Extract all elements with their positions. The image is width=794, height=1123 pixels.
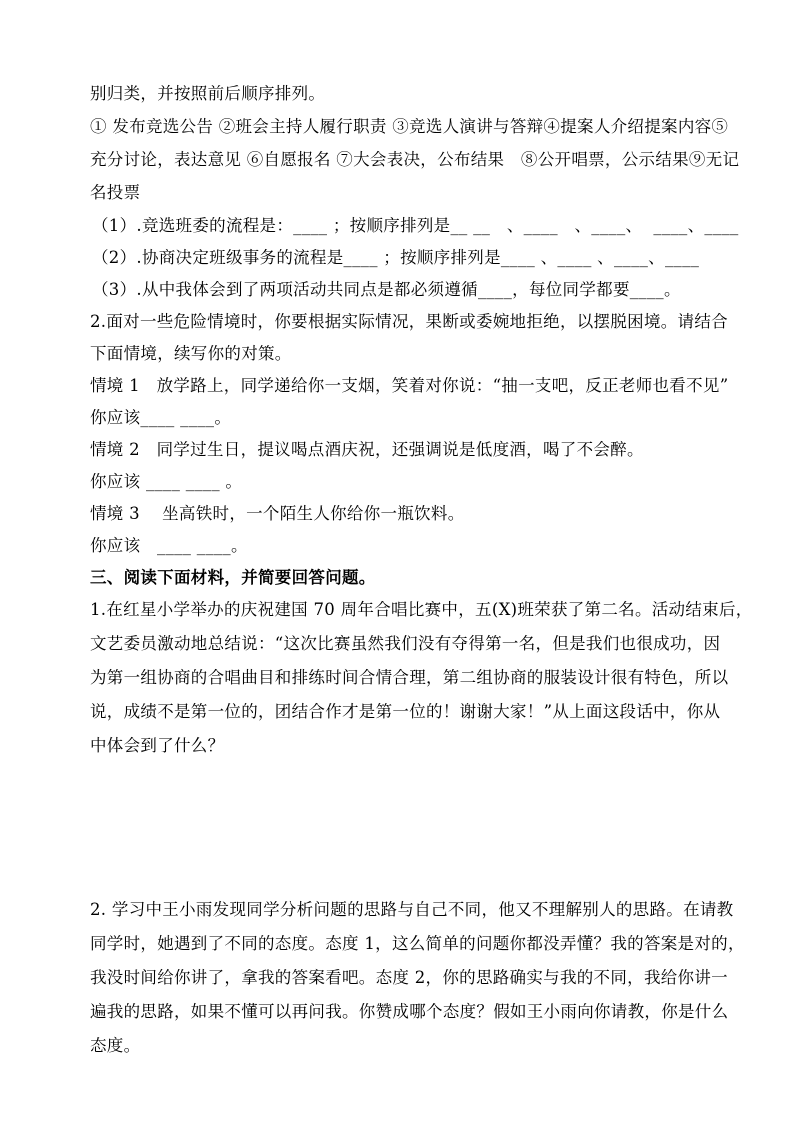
case-1-answer: 你应该____ ____。 <box>90 408 232 427</box>
section2-line-1: 2.面对一些危险情境时，你要根据实际情况，果断或委婉地拒绝，以摆脱困境。请结合 <box>90 312 728 331</box>
case-2: 情境 2 同学过生日，提议喝点酒庆祝，还强调说是低度酒，喝了不会醉。 <box>90 440 644 459</box>
case-2-answer: 你应该 ____ ____ 。 <box>90 472 243 491</box>
options-line-1: ① 发布竞选公告 ②班会主持人履行职责 ③竞选人演讲与答辩④提案人介绍提案内容⑤ <box>90 117 729 136</box>
options-line-2: 充分讨论，表达意见 ⑥自愿报名 ⑦大会表决，公布结果 ⑧公开唱票，公示结果⑨无记 <box>90 150 740 169</box>
question-2: （2）.协商决定班级事务的流程是____ ；按顺序排列是____ 、____ 、____、____ <box>92 248 700 267</box>
passage1-line-4: 说，成绩不是第一位的，团结合作才是第一位的！谢谢大家！”从上面这段话中，你从 <box>90 702 721 721</box>
passage2-line-4: 遍我的思路，如果不懂可以再问我。你赞成哪个态度？假如王小雨向你请教，你是什么 <box>90 1002 729 1021</box>
question-1: （1）.竞选班委的流程是：____ ；按顺序排列是__ __ 、____ 、____、 ____、____ <box>92 216 739 235</box>
passage1-line-3: 为第一组协商的合唱曲目和排练时间合情合理，第二组协商的服装设计很有特色，所以 <box>90 668 729 687</box>
passage2-line-5: 态度。 <box>90 1036 141 1055</box>
case-1: 情境 1 放学路上，同学递给你一支烟，笑着对你说：“抽一支吧，反正老师也看不见” <box>90 376 729 395</box>
case-3-answer: 你应该 ____ ____。 <box>90 536 248 555</box>
passage2-line-1: 2. 学习中王小雨发现同学分析问题的思路与自己不同，他又不理解别人的思路。在请教 <box>90 900 734 919</box>
passage2-line-2: 同学时，她遇到了不同的态度。态度 1，这么简单的问题你都没弄懂？我的答案是对的， <box>90 934 745 953</box>
intro-line: 别归类，并按照前后顺序排列。 <box>90 84 326 103</box>
case-3: 情境 3 坐高铁时，一个陌生人你给你一瓶饮料。 <box>90 504 465 523</box>
question-3: （3）.从中我体会到了两项活动共同点是都必须遵循____，每位同学都要____。 <box>92 280 681 299</box>
section2-line-2: 下面情境，续写你的对策。 <box>90 344 292 363</box>
passage2-line-3: 我没时间给你讲了，拿我的答案看吧。态度 2，你的思路确实与我的不同，我给你讲一 <box>90 968 728 987</box>
passage1-line-1: 1.在红星小学举办的庆祝建国 70 周年合唱比赛中，五(X)班荣获了第二名。活动结束后， <box>90 600 753 619</box>
options-line-3: 名投票 <box>90 183 141 202</box>
passage1-line-2: 文艺委员激动地总结说：“这次比赛虽然我们没有夺得第一名，但是我们也很成功，因 <box>90 634 721 653</box>
passage1-line-5: 中体会到了什么？ <box>90 736 225 755</box>
section3-title: 三、阅读下面材料，并简要回答问题。 <box>90 568 376 587</box>
